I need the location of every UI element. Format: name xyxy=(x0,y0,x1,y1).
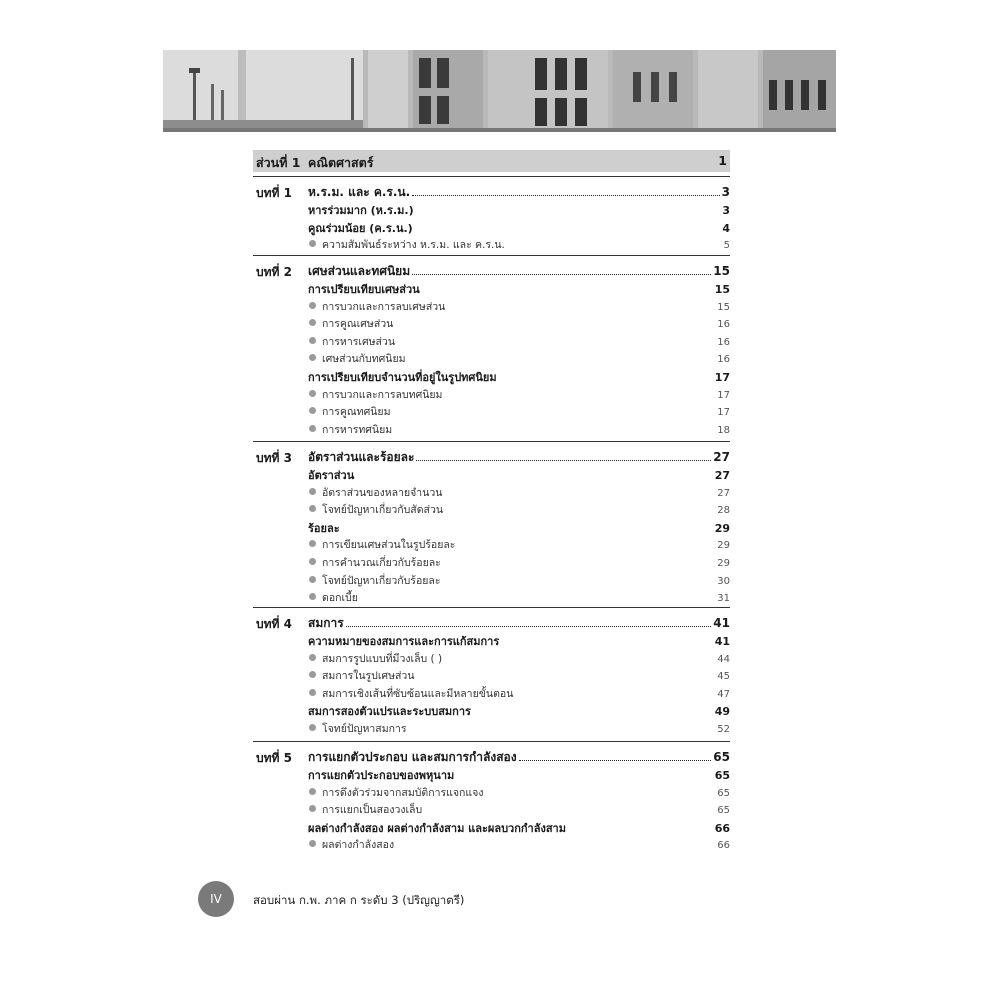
entry-page-number: 17 xyxy=(714,371,730,384)
chapter-entry[interactable] xyxy=(308,448,730,464)
entry-page-number: 5 xyxy=(723,240,730,252)
header-photo xyxy=(163,50,836,132)
bullet-icon xyxy=(309,689,316,696)
subtopic-entry[interactable] xyxy=(308,484,730,500)
section-divider xyxy=(253,741,730,742)
entry-page-number: 29 xyxy=(717,540,730,552)
book-title-footer: สอบผ่าน ก.พ. ภาค ก ระดับ 3 (ปริญญาตรี) xyxy=(253,893,465,907)
entry-page-number: 3 xyxy=(722,204,730,217)
entry-title: อัตราส่วน xyxy=(308,469,355,482)
chapter-page-number: 27 xyxy=(713,450,730,464)
entry-page-number: 30 xyxy=(717,575,730,587)
entry-page-number: 41 xyxy=(714,635,730,648)
chapter-title: สมการ xyxy=(308,616,344,630)
subtopic-entry[interactable] xyxy=(308,315,730,331)
section-divider xyxy=(253,255,730,256)
dot-leader xyxy=(412,195,719,196)
chapter-label: บทที่ 4 xyxy=(256,617,292,631)
entry-title: ความสัมพันธ์ระหว่าง ห.ร.ม. และ ค.ร.น. xyxy=(322,239,505,252)
subtopic-entry[interactable] xyxy=(308,350,730,366)
subtopic-entry[interactable] xyxy=(308,589,730,605)
entry-page-number: 66 xyxy=(717,840,730,852)
entry-title: การดึงตัวร่วมจากสมบัติการแจกแจง xyxy=(322,786,484,799)
entry-title: ผลต่างกำลังสอง xyxy=(322,839,395,852)
bullet-icon xyxy=(309,788,316,795)
entry-page-number: 65 xyxy=(714,769,730,782)
entry-title: โจทย์ปัญหาสมการ xyxy=(322,723,407,735)
chapter-label: บทที่ 2 xyxy=(256,265,292,279)
topic-entry[interactable] xyxy=(308,766,730,782)
entry-title: การแยกเป็นสองวงเล็บ xyxy=(322,804,423,817)
bullet-icon xyxy=(309,558,316,565)
chapter-entry[interactable] xyxy=(308,262,730,278)
entry-page-number: 66 xyxy=(714,821,730,835)
bullet-icon xyxy=(309,576,316,583)
entry-page-number: 16 xyxy=(717,319,730,331)
bullet-icon xyxy=(309,654,316,661)
entry-title: คูณร่วมน้อย (ค.ร.น.) xyxy=(308,221,413,235)
entry-title: การเปรียบเทียบจำนวนที่อยู่ในรูปทศนิยม xyxy=(308,371,497,384)
entry-title: โจทย์ปัญหาเกี่ยวกับสัดส่วน xyxy=(322,504,444,517)
part-page-number: 1 xyxy=(718,153,727,168)
entry-title: การหารเศษส่วน xyxy=(322,335,396,348)
entry-page-number: 27 xyxy=(717,487,730,499)
bullet-icon xyxy=(309,407,316,414)
subtopic-entry[interactable] xyxy=(308,801,730,817)
bullet-icon xyxy=(309,425,316,432)
entry-page-number: 65 xyxy=(717,787,730,799)
part-title: คณิตศาสตร์ xyxy=(308,155,374,170)
bullet-icon xyxy=(309,390,316,397)
chapter-entry[interactable] xyxy=(308,183,730,199)
bullet-icon xyxy=(309,337,316,344)
subtopic-entry[interactable] xyxy=(308,298,730,314)
entry-page-number: 16 xyxy=(717,354,730,366)
entry-page-number: 4 xyxy=(722,221,730,235)
chapter-label: บทที่ 5 xyxy=(256,751,292,765)
section-divider xyxy=(253,607,730,608)
subtopic-entry[interactable] xyxy=(308,836,730,852)
entry-title: การหารทศนิยม xyxy=(322,423,393,436)
chapter-entry[interactable] xyxy=(308,614,730,630)
entry-page-number: 45 xyxy=(717,671,730,683)
entry-title: ร้อยละ xyxy=(308,521,340,535)
subtopic-entry[interactable] xyxy=(308,554,730,570)
topic-entry[interactable] xyxy=(308,219,730,235)
entry-title: การคูณทศนิยม xyxy=(322,406,391,419)
entry-page-number: 16 xyxy=(717,336,730,348)
topic-entry[interactable] xyxy=(308,368,730,384)
entry-page-number: 27 xyxy=(714,469,730,482)
chapter-title: การแยกตัวประกอบ และสมการกำลังสอง xyxy=(308,750,517,764)
subtopic-entry[interactable] xyxy=(308,403,730,419)
chapter-title: เศษส่วนและทศนิยม xyxy=(308,264,411,278)
entry-title: สมการเชิงเส้นที่ซับซ้อนและมีหลายขั้นตอน xyxy=(322,687,514,700)
entry-title: การบวกและการลบเศษส่วน xyxy=(322,300,446,313)
entry-page-number: 15 xyxy=(714,283,730,296)
entry-title: อัตราส่วนของหลายจำนวน xyxy=(322,486,443,499)
entry-page-number: 44 xyxy=(717,653,730,665)
entry-page-number: 15 xyxy=(717,301,730,313)
bullet-icon xyxy=(309,240,316,247)
bullet-icon xyxy=(309,840,316,847)
chapter-entry[interactable] xyxy=(308,748,730,764)
entry-title: ความหมายของสมการและการแก้สมการ xyxy=(308,635,500,648)
entry-title: การเปรียบเทียบเศษส่วน xyxy=(308,283,420,296)
entry-page-number: 29 xyxy=(714,521,730,535)
entry-title: การแยกตัวประกอบของพหุนาม xyxy=(308,769,455,782)
chapter-label: บทที่ 1 xyxy=(256,186,292,200)
entry-page-number: 29 xyxy=(717,558,730,569)
topic-entry[interactable] xyxy=(308,819,730,835)
chapter-page-number: 15 xyxy=(713,264,730,278)
entry-title: เศษส่วนกับทศนิยม xyxy=(322,353,406,366)
subtopic-entry[interactable] xyxy=(308,784,730,800)
entry-title: สมการสองตัวแปรและระบบสมการ xyxy=(308,705,471,719)
entry-title: ดอกเบี้ย xyxy=(322,592,358,605)
topic-entry[interactable] xyxy=(308,519,730,535)
chapter-title: ห.ร.ม. และ ค.ร.น. xyxy=(308,185,411,199)
subtopic-entry[interactable] xyxy=(308,650,730,666)
chapter-page-number: 3 xyxy=(721,185,730,199)
bullet-icon xyxy=(309,671,316,678)
subtopic-entry[interactable] xyxy=(308,386,730,402)
entry-page-number: 49 xyxy=(714,705,730,719)
topic-entry[interactable] xyxy=(308,201,730,217)
bullet-icon xyxy=(309,488,316,495)
bullet-icon xyxy=(309,505,316,512)
entry-title: สมการรูปแบบที่มีวงเล็บ ( ) xyxy=(322,652,443,665)
subtopic-entry[interactable] xyxy=(308,236,730,252)
dot-leader xyxy=(416,460,711,461)
entry-page-number: 47 xyxy=(717,688,730,700)
subtopic-entry[interactable] xyxy=(308,333,730,349)
chapter-label: บทที่ 3 xyxy=(256,451,292,465)
dot-leader xyxy=(346,626,712,627)
bullet-icon xyxy=(309,540,316,547)
chapter-page-number: 41 xyxy=(713,616,730,630)
bullet-icon xyxy=(309,724,316,731)
bullet-icon xyxy=(309,805,316,812)
section-divider xyxy=(253,176,730,177)
entry-page-number: 52 xyxy=(717,724,730,735)
entry-title: การคูณเศษส่วน xyxy=(322,318,394,331)
topic-entry[interactable] xyxy=(308,632,730,648)
bullet-icon xyxy=(309,593,316,600)
subtopic-entry[interactable] xyxy=(308,685,730,701)
entry-title: โจทย์ปัญหาเกี่ยวกับร้อยละ xyxy=(322,574,441,587)
dot-leader xyxy=(519,760,712,761)
page-number-roman: IV xyxy=(210,892,222,906)
subtopic-entry[interactable] xyxy=(308,536,730,552)
entry-title: สมการในรูปเศษส่วน xyxy=(322,670,415,683)
subtopic-entry[interactable] xyxy=(308,720,730,736)
dot-leader xyxy=(412,274,711,275)
entry-title: หารร่วมมาก (ห.ร.ม.) xyxy=(308,204,414,217)
subtopic-entry[interactable] xyxy=(308,501,730,517)
subtopic-entry[interactable] xyxy=(308,572,730,588)
chapter-page-number: 65 xyxy=(713,750,730,764)
section-divider xyxy=(253,441,730,442)
entry-page-number: 17 xyxy=(717,407,730,419)
topic-entry[interactable] xyxy=(308,702,730,718)
subtopic-entry[interactable] xyxy=(308,667,730,683)
topic-entry[interactable] xyxy=(308,466,730,482)
entry-title: การเขียนเศษส่วนในรูปร้อยละ xyxy=(322,539,456,552)
entry-page-number: 31 xyxy=(717,593,730,605)
entry-title: การคำนวณเกี่ยวกับร้อยละ xyxy=(322,557,441,569)
topic-entry[interactable] xyxy=(308,280,730,296)
entry-page-number: 65 xyxy=(717,805,730,817)
bullet-icon xyxy=(309,354,316,361)
chapter-title: อัตราส่วนและร้อยละ xyxy=(308,450,415,464)
subtopic-entry[interactable] xyxy=(308,421,730,437)
entry-page-number: 18 xyxy=(717,424,730,436)
bullet-icon xyxy=(309,319,316,326)
entry-title: ผลต่างกำลังสอง ผลต่างกำลังสาม และผลบวกกำลังสาม xyxy=(308,821,566,835)
part-label: ส่วนที่ 1 xyxy=(256,155,301,170)
entry-page-number: 28 xyxy=(717,505,730,517)
bullet-icon xyxy=(309,302,316,309)
entry-title: การบวกและการลบทศนิยม xyxy=(322,388,443,401)
page-number-badge xyxy=(198,881,234,917)
entry-page-number: 17 xyxy=(717,389,730,401)
